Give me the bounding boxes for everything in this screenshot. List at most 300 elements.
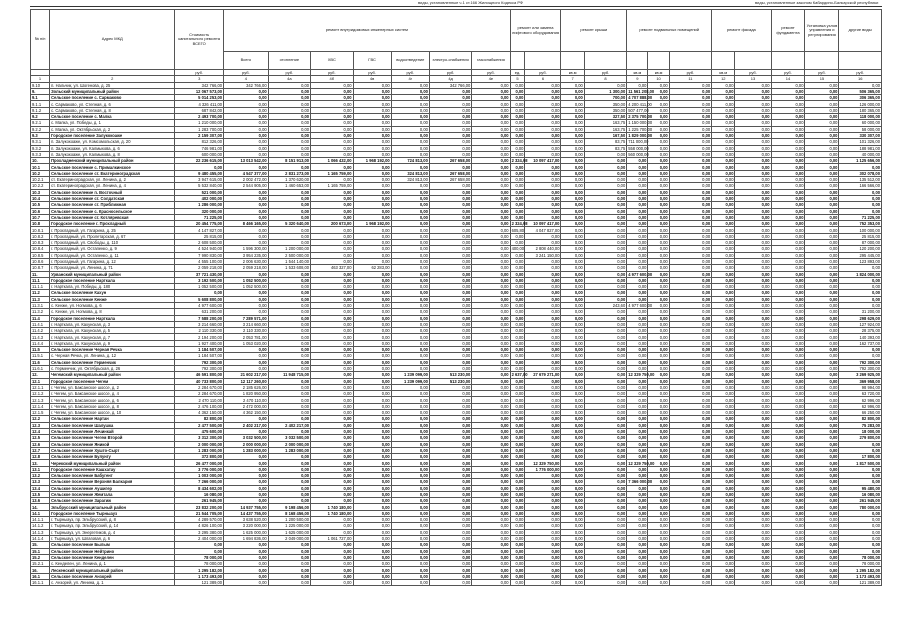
row-value: 0,00 [712,479,735,485]
row-value: 0,00 [771,82,805,88]
row-address: с. Черная Речка, ул. Ленина, д. 12 [50,353,175,359]
row-value: 0,00 [472,466,510,472]
row-value: 0,00 [561,145,584,151]
row-value: 0,00 [669,365,711,371]
row-value: 0,00 [311,271,353,277]
row-value: 0,00 [561,315,584,321]
row-address: с. Сармаково, ул. Степная, д. 6 [50,101,175,107]
row-value: 0,00 [561,328,584,334]
row-address: Сельское поселение Яникой [50,441,175,447]
row-value: 0,00 [627,466,648,472]
row-value: 0,00 [771,473,805,479]
row-value: 0,00 [311,214,353,220]
row-value: 0,00 [712,114,735,120]
row-value: 0,00 [669,246,711,252]
row-value: 0,00 [648,529,669,535]
colnum-cell: 4 [224,76,269,82]
row-address: с. Малка, ул. Октябрьская, д. 2 [50,126,175,132]
row-value: 0,00 [627,221,648,227]
row-value: 0,00 [561,290,584,296]
row-value: 0,00 [561,485,584,491]
row-value: 0,00 [429,334,471,340]
col-meters: Установка узлов управления и регулирования [805,10,839,52]
row-value: 1 740 180,00 [311,504,353,510]
row-address: Городское поселение г. Прохладный [50,221,175,227]
row-value: 0,00 [353,542,391,548]
row-value: 0,00 [771,183,805,189]
row-value: 0,00 [429,510,471,516]
row-value: 0,00 [712,466,735,472]
row-value: 0,00 [353,498,391,504]
row-value: 1 740 180,00 [311,510,353,516]
row-value: 2 470 110,00 [175,397,224,403]
row-value: 0,00 [311,88,353,94]
row-value: 0,00 [627,397,648,403]
row-value: 0,00 [669,359,711,365]
row-value: 0,00 [525,214,561,220]
row-number: 16. [31,567,50,573]
row-value: 0,00 [669,328,711,334]
row-value: 0,00 [268,88,310,94]
row-value: 0,00 [771,328,805,334]
row-value: 0,00 [268,340,310,346]
row-value: 0,00 [627,195,648,201]
row-value: 2 049 000,00 [268,535,310,541]
row-value: 0,00 [472,296,510,302]
unit-cell: руб. [353,70,391,76]
row-value: 0,00 [712,95,735,101]
row-value: 0,00 [735,183,771,189]
row-value: 0,00 [648,517,669,523]
row-value: 0,00 [805,529,839,535]
row-value: 243,60 [584,302,626,308]
row-value: 0,00 [627,290,648,296]
row-value: 0,00 [584,384,626,390]
row-value: 0,00 [669,114,711,120]
row-value: 792 300,00 [175,359,224,365]
row-value: 0,00 [561,114,584,120]
row-value: 60 000,00 [839,120,882,126]
row-value: 0,00 [311,132,353,138]
row-address: Сельское поселение с. Красносельское [50,208,175,214]
row-value: 0,00 [391,573,429,579]
row-value: 0,00 [525,580,561,586]
row-value: 0,00 [391,498,429,504]
row-number: 16.1 [31,573,50,579]
row-value: 0,00 [510,460,525,466]
row-number: 10.2 [31,170,50,176]
row-value: 0,00 [510,491,525,497]
row-value: 0,00 [472,321,510,327]
row-value: 0,00 [353,189,391,195]
row-value: 0,00 [224,139,269,145]
row-value: 2 110 330,00 [224,328,269,334]
row-value: 0,00 [669,158,711,164]
row-value: 0,00 [391,258,429,264]
row-value: 0,00 [839,164,882,170]
row-value: 0,00 [648,561,669,567]
row-value: 0,00 [268,321,310,327]
row-value: 46 591 800,00 [175,372,224,378]
row-value: 0,00 [353,284,391,290]
row-value: 20 454 775,00 [175,221,224,227]
row-value: 0,00 [268,208,310,214]
row-value: 0,00 [584,441,626,447]
row-value: 0,00 [561,296,584,302]
row-value: 0,00 [472,567,510,573]
row-value: 0,00 [175,548,224,554]
row-value: 0,00 [268,202,310,208]
row-number: 10.5 [31,202,50,208]
row-value: 0,00 [561,372,584,378]
row-value: 0,00 [268,126,310,132]
row-address: Сельское поселение Анзорей [50,573,175,579]
row-value: 0,00 [391,365,429,371]
row-value: 0,00 [353,252,391,258]
row-value: 0,00 [669,88,711,94]
row-value: 0,00 [771,158,805,164]
row-value: 0,00 [584,202,626,208]
row-value: 0,00 [712,309,735,315]
row-value: 0,00 [561,422,584,428]
row-value: 0,00 [712,347,735,353]
row-value: 0,00 [311,473,353,479]
row-value: 0,00 [429,554,471,560]
row-value: 0,00 [669,491,711,497]
row-value: 0,00 [472,271,510,277]
row-value: 0,00 [669,95,711,101]
row-value: 0,00 [224,466,269,472]
row-value: 0,00 [584,177,626,183]
row-value: 0,00 [712,265,735,271]
row-value: 0,00 [391,485,429,491]
row-value: 0,00 [648,567,669,573]
row-value: 0,00 [311,466,353,472]
row-value: 0,00 [525,359,561,365]
row-value: 0,00 [311,403,353,409]
row-value: 0,00 [353,460,391,466]
row-address: Сельское поселение Шалушка [50,422,175,428]
row-value: 0,00 [510,139,525,145]
row-value: 0,00 [353,258,391,264]
row-value: 0,00 [584,454,626,460]
row-value: 0,00 [584,504,626,510]
row-value: 0,00 [472,447,510,453]
row-number: 11.6 [31,359,50,365]
row-value: 0,00 [510,397,525,403]
row-value: 0,00 [510,359,525,365]
capital-repair-table [30,9,882,586]
row-address: Сельское поселение Нартан [50,416,175,422]
row-value: 1 968 192,00 [353,221,391,227]
row-value: 0,00 [429,284,471,290]
row-value: 0,00 [627,334,648,340]
row-value: 0,00 [805,498,839,504]
row-value: 0,00 [391,139,429,145]
row-value: 4 362 150,00 [175,410,224,416]
row-value: 0,00 [648,132,669,138]
row-number: 12.8 [31,454,50,460]
row-value: 0,00 [771,132,805,138]
row-value: 0,00 [669,265,711,271]
colnum-cell: 13 [735,76,771,82]
row-value: 261 945,00 [839,498,882,504]
row-value: 0,00 [268,151,310,157]
row-value: 792 300,00 [839,359,882,365]
row-value: 0,00 [584,340,626,346]
row-value: 7 990 830,00 [175,252,224,258]
row-value: 3 954 235,00 [224,252,269,258]
row-value: 3 192 500,00 [175,277,224,283]
subcol-0: Всего [224,52,269,70]
row-value: 0,00 [669,189,711,195]
row-value: 78 000,00 [175,561,224,567]
row-value: 350,00 [584,107,626,113]
row-number: 11.4.2 [31,328,50,334]
row-value: 0,00 [391,517,429,523]
row-value: 0,00 [268,359,310,365]
row-value: 0,00 [224,296,269,302]
row-value: 0,00 [391,202,429,208]
row-value: 16 080,00 [175,491,224,497]
row-value: 0,00 [268,573,310,579]
row-value: 0,00 [771,309,805,315]
subcol-blank [525,52,561,70]
row-value: 0,00 [584,428,626,434]
row-value: 0,00 [561,258,584,264]
row-value: 0,00 [510,107,525,113]
row-value: 0,00 [712,240,735,246]
row-value: 0,00 [735,328,771,334]
row-value: 0,00 [311,542,353,548]
row-value: 0,00 [224,573,269,579]
row-value: 0,00 [805,177,839,183]
row-value: 0,00 [510,271,525,277]
row-address: с. Кенделен, ул. Ленина, д. 1 [50,561,175,567]
row-value: 0,00 [805,567,839,573]
row-number: 10. [31,158,50,164]
row-value: 1 829 000,00 [628,133,653,139]
row-value: 2 831 273,00 [268,170,310,176]
row-value: 0,00 [584,517,626,523]
row-value: 0,00 [561,139,584,145]
row-value: 0,00 [735,227,771,233]
row-value: 0,00 [839,510,882,516]
row-value: 0,00 [805,277,839,283]
row-value: 0,00 [771,548,805,554]
row-value: 0,00 [771,359,805,365]
row-value: 0,00 [268,189,310,195]
row-address: Сельское поселение Лечинкай [50,428,175,434]
row-value: 0,00 [353,573,391,579]
row-value: 0,00 [712,447,735,453]
row-value: 0,00 [805,214,839,220]
row-value: 0,00 [391,428,429,434]
row-value: 27 679 271,00 [525,372,561,378]
row-value: 0,00 [735,296,771,302]
row-value: 0,00 [805,447,839,453]
row-number: 11.4.3 [31,334,50,340]
row-value: 0,00 [561,88,584,94]
row-value: 0,00 [525,132,561,138]
row-value: 0,00 [429,233,471,239]
row-value: 1 184 507,00 [175,347,224,353]
row-number: 12.7 [31,447,50,453]
row-value: 0,00 [805,359,839,365]
row-value: 0,00 [311,523,353,529]
row-value: 0,00 [561,340,584,346]
row-value: 0,00 [311,164,353,170]
row-value: 0,00 [510,208,525,214]
row-value: 0,00 [669,498,711,504]
row-value: 1 283 000,00 [224,447,269,453]
row-value: 0,00 [429,422,471,428]
row-value: 0,00 [224,567,269,573]
row-value: 0,00 [268,277,310,283]
row-value: 0,00 [391,422,429,428]
row-value: 0,00 [268,227,310,233]
row-value: 0,00 [429,353,471,359]
row-value: 0,00 [771,95,805,101]
row-value: 1 968 192,00 [353,158,391,164]
row-value: 166 566,00 [839,183,882,189]
row-value: 0,00 [429,454,471,460]
row-value: 0,00 [735,554,771,560]
row-value: 0,00 [561,573,584,579]
row-value: 0,00 [712,107,735,113]
row-value: 0,00 [472,132,510,138]
row-number: 11.1.1 [31,284,50,290]
row-value: 0,00 [391,548,429,554]
row-value: 0,00 [472,347,510,353]
row-value: 0,00 [712,120,735,126]
row-value: 0,00 [311,410,353,416]
row-value: 0,00 [712,189,735,195]
row-value: 63 720,00 [839,391,882,397]
row-value: 0,00 [712,378,735,384]
row-address: г. Тырныауз, ул. Шлаговая, д. 6 [50,535,175,541]
row-value: 0,00 [353,485,391,491]
row-value: 0,00 [735,258,771,264]
row-value: 0,00 [510,328,525,334]
row-number: 10.7 [31,214,50,220]
row-value: 0,00 [472,95,510,101]
row-value: 0,00 [353,321,391,327]
row-value: 0,00 [311,290,353,296]
row-value: 3 947 615,00 [175,177,224,183]
row-value: 1 544 140,00 [268,258,310,264]
row-value: 0,00 [472,302,510,308]
row-value: 0,00 [584,170,626,176]
row-value: 267 658,00 [429,177,471,183]
row-value: 0,00 [391,120,429,126]
row-value: 0,00 [353,454,391,460]
row-number: 10.8.7 [31,265,50,271]
row-number: 11.5.1 [31,353,50,359]
row-address: Городское поселение Залукокоаже [50,132,175,138]
row-value: 0,00 [712,510,735,516]
row-value: 0,00 [648,183,669,189]
row-value: 4 362 150,00 [224,410,269,416]
row-value: 0,00 [472,214,510,220]
row-value: 0,00 [525,170,561,176]
unit-cell: руб. [472,70,510,76]
row-value: 0,00 [735,214,771,220]
row-value: 0,00 [391,290,429,296]
row-value: 0,00 [805,158,839,164]
row-value: 0,00 [224,561,269,567]
row-address: Сельское поселение Верхняя Балкария [50,479,175,485]
row-value: 0,00 [805,82,839,88]
row-value: 0,00 [735,365,771,371]
row-value: 0,00 [561,233,584,239]
row-value: 1 370 620,00 [268,177,310,183]
row-value: 0,00 [584,535,626,541]
row-value: 0,00 [805,309,839,315]
row-value: 0,00 [268,315,310,321]
row-value: 0,00 [735,290,771,296]
row-value: 0,00 [648,240,669,246]
row-number: 10.2.1 [31,177,50,183]
row-value: 0,00 [525,365,561,371]
row-value: 0,00 [510,88,525,94]
row-number: 9.3.2 [31,145,50,151]
row-value: 0,00 [525,403,561,409]
row-value: 0,00 [311,561,353,567]
row-value: 0,00 [648,189,669,195]
row-value: 0,00 [584,466,626,472]
row-value: 0,00 [353,302,391,308]
row-value: 0,00 [735,145,771,151]
row-value: 0,00 [648,202,669,208]
row-value: 0,00 [391,265,429,271]
row-value: 0,00 [669,542,711,548]
row-value: 1 286 000,00 [175,202,224,208]
row-value: 0,00 [712,170,735,176]
row-value: 0,00 [268,309,310,315]
row-value: 0,00 [805,321,839,327]
row-value: 0,00 [584,435,626,441]
row-value: 0,00 [735,120,771,126]
row-value: 2 000 000,00 [268,441,310,447]
row-value: 0,00 [525,517,561,523]
row-value: 0,00 [525,271,561,277]
row-number: 15.2.1 [31,561,50,567]
row-value: 0,00 [353,145,391,151]
row-value: 0,00 [584,315,626,321]
row-value: 0,00 [472,517,510,523]
row-value: 1 776 000,00 [525,466,561,472]
row-value: 82 800,00 [175,416,224,422]
row-value: 4 547 377,00 [224,170,269,176]
row-value: 0,00 [805,151,839,157]
row-value: 513 230,00 [429,378,471,384]
row-value: 0,00 [311,435,353,441]
row-value: 0,00 [584,580,626,586]
row-value: 0,00 [712,183,735,189]
row-value: 0,00 [429,466,471,472]
row-number: 12.4 [31,428,50,434]
row-value: 0,00 [712,164,735,170]
row-value: 0,00 [735,435,771,441]
row-value: 0,00 [311,422,353,428]
row-value: 12 067 573,00 [175,88,224,94]
row-value: 0,00 [429,227,471,233]
row-value: 0,00 [627,542,648,548]
row-value: 0,00 [805,372,839,378]
row-value: 0,00 [525,183,561,189]
row-value: 0,00 [224,580,269,586]
